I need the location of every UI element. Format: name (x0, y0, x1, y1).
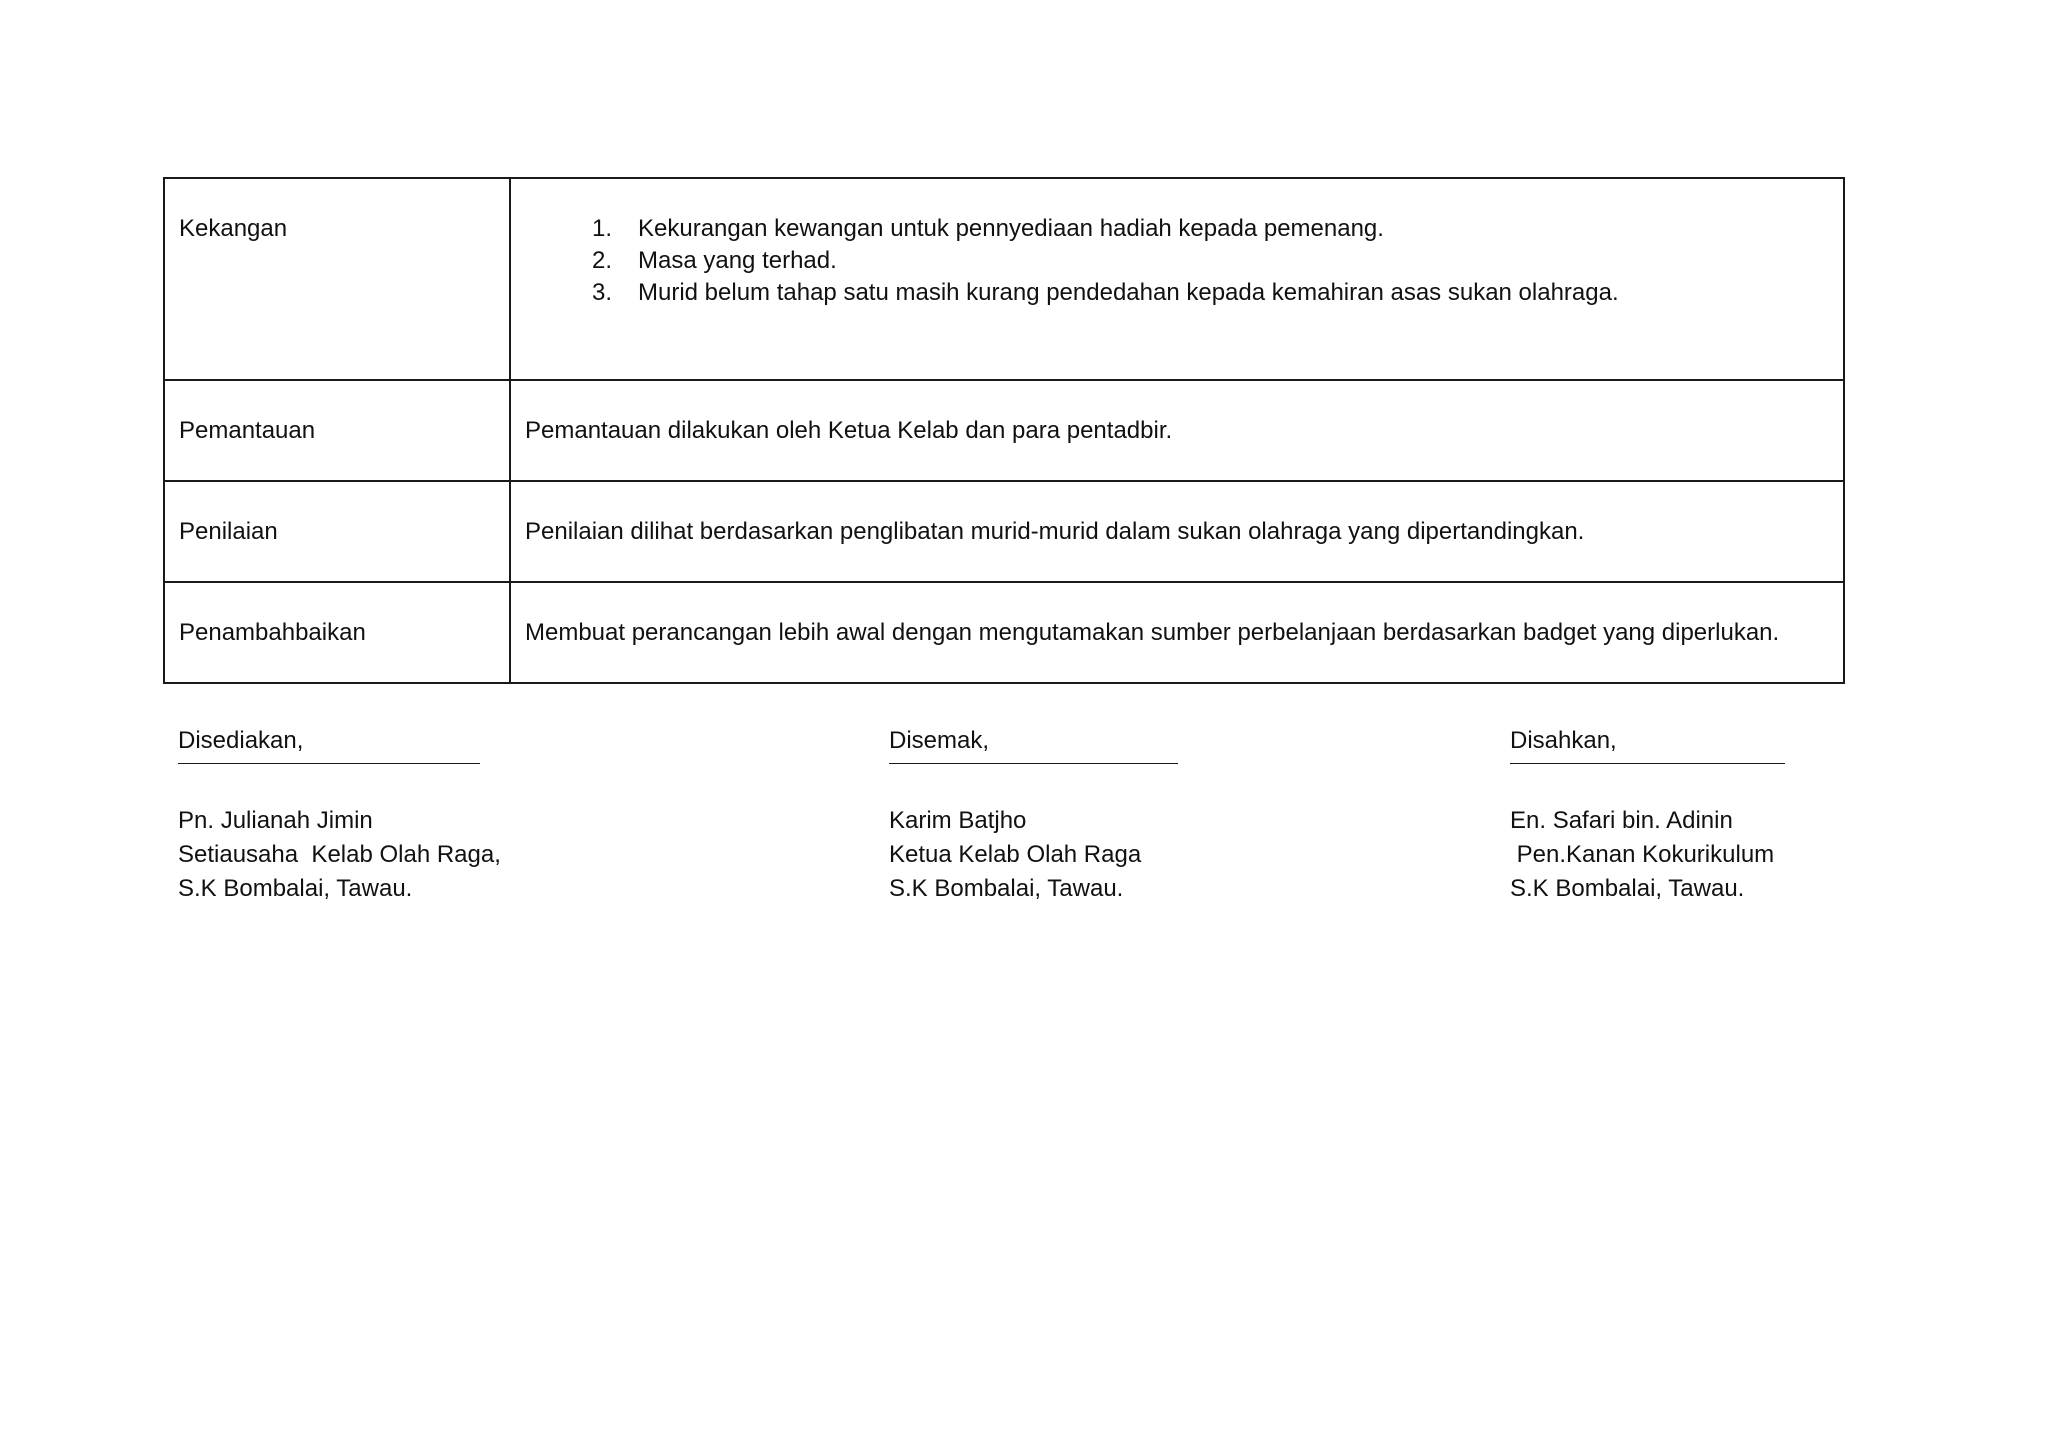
table-row-pemantauan (164, 380, 1844, 481)
signatory-school: S.K Bombalai, Tawau. (178, 875, 413, 902)
report-table (163, 177, 1845, 684)
list-text: Murid belum tahap satu masih kurang pendedahan kepada kemahiran asas sukan olahraga. (638, 279, 1619, 306)
table-row-penilaian (164, 481, 1844, 582)
signature-heading: Disediakan, (178, 727, 304, 754)
signature-line (1510, 763, 1785, 766)
signature-section (0, 725, 2048, 925)
list-number: 2. (591, 247, 612, 274)
signature-line (178, 763, 480, 766)
row-label: Penilaian (164, 481, 510, 582)
signatory-school: S.K Bombalai, Tawau. (889, 875, 1124, 902)
signatory-role: Pen.Kanan Kokurikulum (1510, 841, 1775, 868)
list-text: Masa yang terhad. (638, 247, 837, 274)
table-row-kekangan (164, 178, 1844, 380)
list-item (568, 277, 1829, 309)
signatory-school: S.K Bombalai, Tawau. (1510, 875, 1745, 902)
row-content: Membuat perancangan lebih awal dengan mengutamakan sumber perbelanjaan berdasarkan badget yang diperlukan. (510, 582, 1844, 683)
row-label: Penambahbaikan (164, 582, 510, 683)
list-item (568, 213, 1829, 245)
row-content: Penilaian dilihat berdasarkan penglibatan murid-murid dalam sukan olahraga yang dipertandingkan. (510, 481, 1844, 582)
signatory-name: Karim Batjho (889, 807, 1027, 834)
list-number: 3. (591, 279, 612, 306)
signature-block-prepared (178, 725, 598, 906)
signatory-role: Setiausaha Kelab Olah Raga, (178, 841, 501, 868)
signature-heading: Disemak, (889, 727, 990, 754)
signature-block-reviewed (889, 725, 1309, 906)
signature-line (889, 763, 1178, 766)
list-item (568, 245, 1829, 277)
signatory-role: Ketua Kelab Olah Raga (889, 841, 1142, 868)
row-label: Pemantauan (164, 380, 510, 481)
list-number: 1. (591, 215, 612, 242)
signature-heading: Disahkan, (1510, 727, 1617, 754)
signature-block-approved (1510, 725, 1930, 906)
row-content (510, 178, 1844, 380)
table-row-penambahbaikan (164, 582, 1844, 683)
list-text: Kekurangan kewangan untuk pennyediaan hadiah kepada pemenang. (638, 215, 1384, 242)
constraints-list (525, 213, 1829, 309)
signatory-name: Pn. Julianah Jimin (178, 807, 373, 834)
row-content: Pemantauan dilakukan oleh Ketua Kelab dan para pentadbir. (510, 380, 1844, 481)
row-label: Kekangan (164, 178, 510, 380)
signatory-name: En. Safari bin. Adinin (1510, 807, 1733, 834)
